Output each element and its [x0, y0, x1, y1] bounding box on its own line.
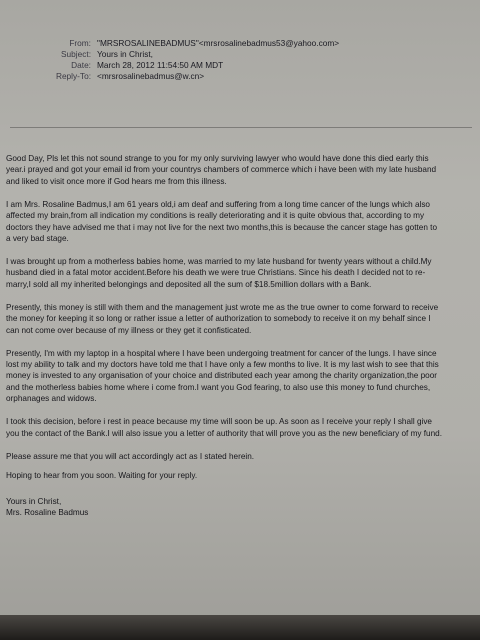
- signature-closing: Yours in Christ, Mrs. Rosaline Badmus: [6, 496, 89, 517]
- subject-value: Yours in Christ,: [97, 49, 153, 59]
- from-label: From:: [69, 38, 91, 48]
- paragraph-introduction: I am Mrs. Rosaline Badmus,I am 61 years old,i am deaf and suffering from a long time cancer of the lungs which also affected my brain,from all indication my conditions is really deteriorating and it is quite obvious that, according to my doctors they have advised me that i may not live for the next two months,this is because the cancer stage has gotten to a very bad stage.: [6, 199, 437, 244]
- date-value: March 28, 2012 11:54:50 AM MDT: [97, 60, 224, 70]
- email-body: [6, 153, 474, 518]
- from-row: [8, 38, 468, 49]
- paragraph-assurance: Please assure me that you will act accordingly act as I stated herein.: [6, 451, 255, 461]
- date-row: [8, 60, 468, 71]
- paragraph-hoping: Hoping to hear from you soon. Waiting for your reply.: [6, 471, 198, 481]
- reply-to-label: Reply-To:: [55, 71, 91, 81]
- from-value: "MRSROSALINEBADMUS"<mrsrosalinebadmus53@yahoo.com>: [97, 38, 340, 48]
- header-divider: [10, 127, 472, 128]
- reply-to-row: [8, 71, 468, 82]
- paragraph-greeting: Good Day, Pls let this not sound strange to you for my only surviving lawyer who would have done this died early this year.i prayed and got your email id from your countrys chambers of commerce which i have been with my late husband and liked to visit once more if God hears me from this illness.: [6, 154, 437, 186]
- paragraph-decision: I took this decision, before i rest in peace because my time will soon be up. As soon as I receive your reply I shall give you the contact of the Bank.I will also issue you a letter of authority that will prove you as the new beneficiary of my fund.: [6, 417, 442, 438]
- reply-to-value: <mrsrosalinebadmus@w.cn>: [97, 71, 205, 81]
- subject-row: [8, 49, 468, 60]
- date-label: Date:: [71, 60, 91, 70]
- paragraph-background: I was brought up from a motherless babies home, was married to my late husband for twenty years without a child.My husband died in a fatal motor accident.Before his death we were true Christians. Since his death I decided not to re- marry,I sold all my inherited belongings and deposited all the sum of $18.5million dollars with a Bank.: [6, 257, 432, 289]
- subject-label: Subject:: [61, 49, 91, 59]
- email-headers: [8, 38, 468, 82]
- paragraph-bank: Presently, this money is still with them and the management just wrote me as the true owner to come forward to receive the money for keeping it so long or rather issue a letter of authorization to somebody to receive it on my behalf since I can not come over because of my illness or they get it confisticated.: [6, 302, 439, 335]
- paragraph-hospital: Presently, I'm with my laptop in a hospital where I have been undergoing treatment for cancer of the lungs. I have since lost my ability to talk and my doctors have told me that I have only a few months to live. It is my last wish to see that this money is invested to any organisation of your choice and distributed each year among the charity organization,the poor and the motherless babies home where i come from.I want you God fearing, to also use this money to fund churches, orphanages and widows.: [6, 348, 439, 404]
- background-surface: [0, 615, 480, 640]
